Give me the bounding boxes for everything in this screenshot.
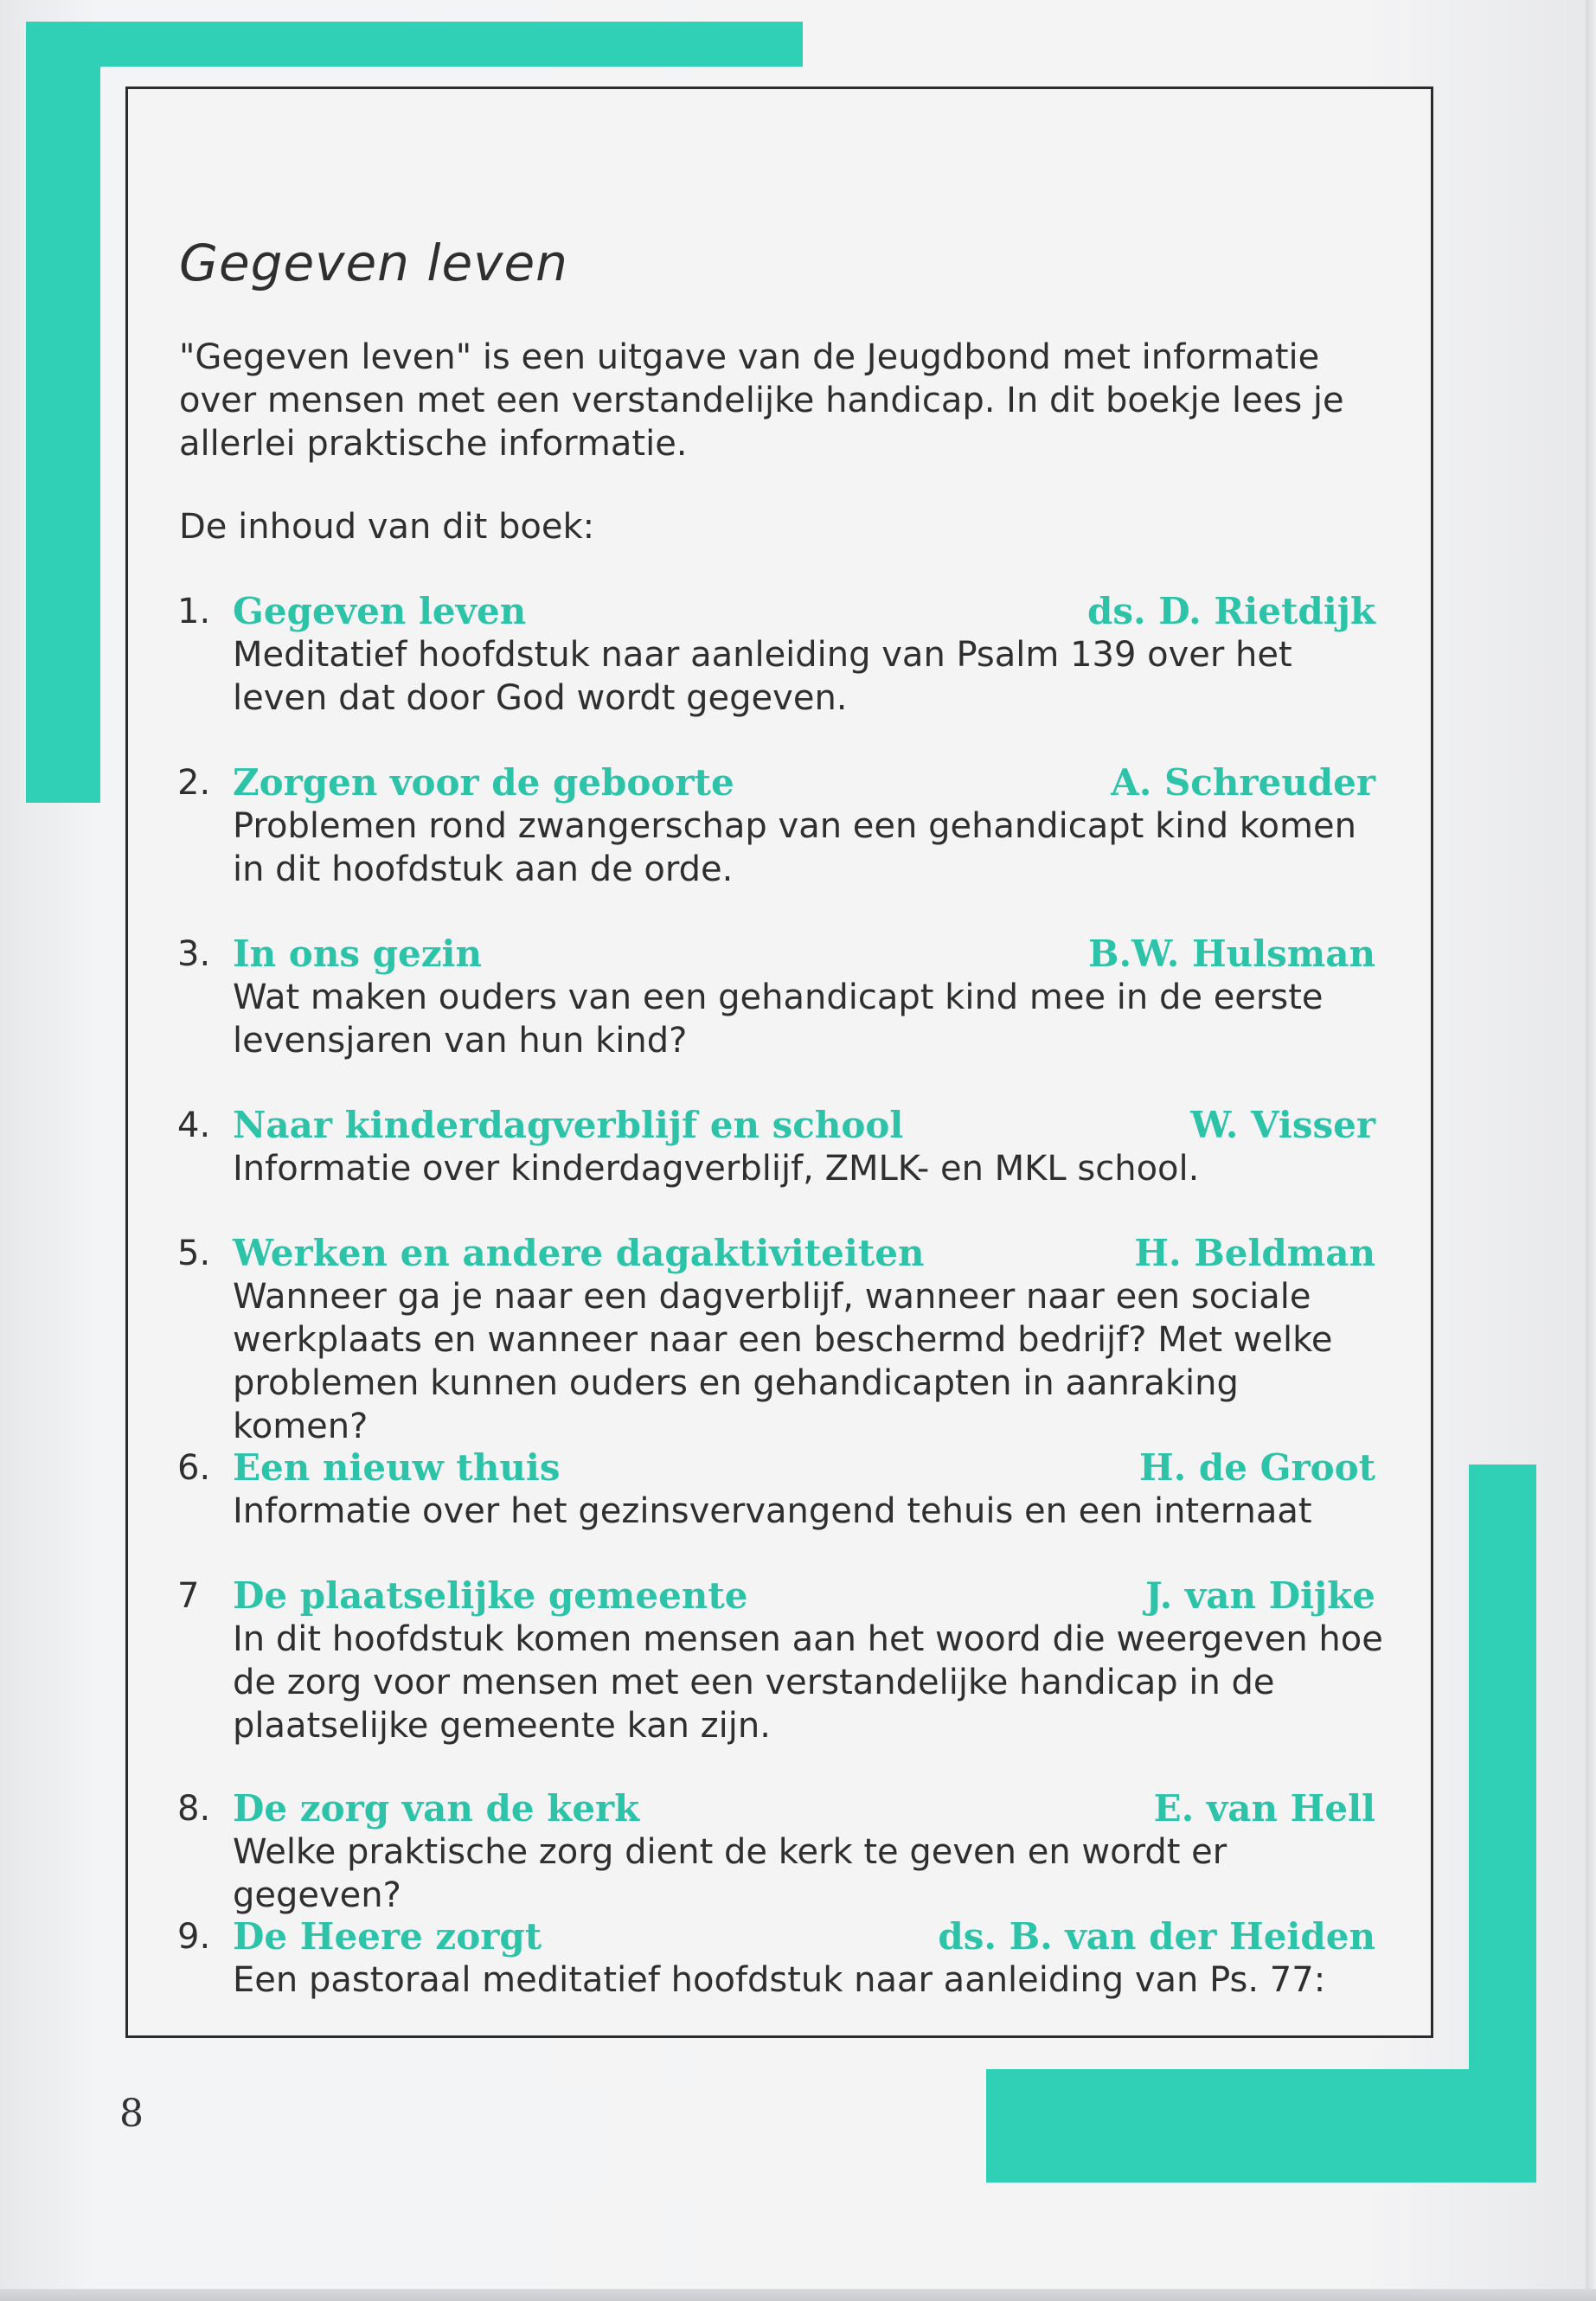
toc-number: 9. [177, 1917, 211, 1957]
page-number: 8 [119, 2092, 144, 2136]
toc-author: ds. B. van der Heiden [938, 1915, 1375, 1958]
toc-title: De plaatselijke gemeente [233, 1574, 748, 1617]
toc-title: De zorg van de kerk [233, 1787, 640, 1830]
page-bottom-edge [0, 2289, 1596, 2301]
toc-item [177, 933, 1375, 1061]
toc-item [177, 761, 1375, 889]
toc-author: H. Beldman [1134, 1232, 1375, 1274]
toc-number: 5. [177, 1234, 211, 1273]
toc-author: W. Visser [1190, 1104, 1375, 1146]
decorative-bar-left [26, 22, 100, 803]
toc-description: Welke praktische zorg dient de kerk te geven en wordt er gegeven? [233, 1832, 1227, 1915]
toc-number: 4. [177, 1106, 211, 1145]
toc-item [177, 1232, 1375, 1446]
toc-title: Naar kinderdagverblijf en school [233, 1104, 904, 1146]
toc-item [177, 1574, 1383, 1747]
toc-number: 3. [177, 934, 211, 974]
toc-author: ds. D. Rietdijk [1086, 590, 1375, 632]
toc-title: Zorgen voor de geboorte [233, 761, 734, 804]
toc-author: H. de Groot [1138, 1446, 1375, 1489]
toc-number: 1. [177, 592, 211, 631]
toc-description: Wat maken ouders van een gehandicapt kind mee in de eerste levensjaren van hun kind? [233, 977, 1324, 1061]
toc-author: J. van Dijke [1144, 1574, 1375, 1617]
toc-number: 2. [177, 763, 211, 803]
toc-author: A. Schreuder [1111, 761, 1375, 804]
toc-item [177, 590, 1375, 718]
toc-description: In dit hoofdstuk komen mensen aan het woord die weergeven hoe de zorg voor mensen met een verstandelijke handicap in de plaatselijke gemeente kan zijn. [233, 1619, 1383, 1746]
toc-title: Een nieuw thuis [233, 1446, 561, 1489]
toc-description: Informatie over het gezinsvervangend tehuis en een internaat [233, 1491, 1312, 1531]
toc-author: E. van Hell [1153, 1787, 1375, 1830]
toc-item [177, 1104, 1375, 1190]
toc-title: De Heere zorgt [233, 1915, 542, 1958]
toc-author: B.W. Hulsman [1087, 933, 1375, 975]
page-edge [1586, 0, 1596, 2301]
toc-title: Werken en andere dagaktiviteiten [233, 1232, 925, 1274]
decorative-bar-top [26, 22, 803, 67]
toc-description: Meditatief hoofdstuk naar aanleiding van Psalm 139 over het leven dat door God wordt gegeven. [233, 635, 1292, 718]
page-title: Gegeven leven [179, 234, 568, 292]
contents-label: De inhoud van dit boek: [179, 507, 595, 547]
toc-item [177, 1915, 1375, 2002]
intro-paragraph: "Gegeven leven" is een uitgave van de Jeugdbond met informatie over mensen met een verstandelijke handicap. In dit boekje lees je allerlei praktische informatie. [179, 337, 1344, 464]
toc-number: 8. [177, 1789, 211, 1829]
toc-number: 7 [177, 1576, 200, 1616]
toc-number: 6. [177, 1448, 211, 1488]
toc-description: Informatie over kinderdagverblijf, ZMLK- en MKL school. [233, 1149, 1200, 1189]
toc-title: Gegeven leven [233, 590, 527, 632]
toc-description: Wanneer ga je naar een dagverblijf, wanneer naar een sociale werkplaats en wanneer naar een beschermd bedrijf? Met welke problemen kunnen ouders en gehandicapten in aanraking komen? [233, 1277, 1333, 1446]
toc-description: Problemen rond zwangerschap van een gehandicapt kind komen in dit hoofdstuk aan de orde. [233, 806, 1356, 889]
toc-item [177, 1787, 1375, 1915]
decorative-bar-bottom [986, 2069, 1536, 2182]
toc-item [177, 1446, 1375, 1533]
toc-description: Een pastoraal meditatief hoofdstuk naar aanleiding van Ps. 77: [233, 1960, 1326, 2000]
toc-title: In ons gezin [233, 933, 483, 975]
